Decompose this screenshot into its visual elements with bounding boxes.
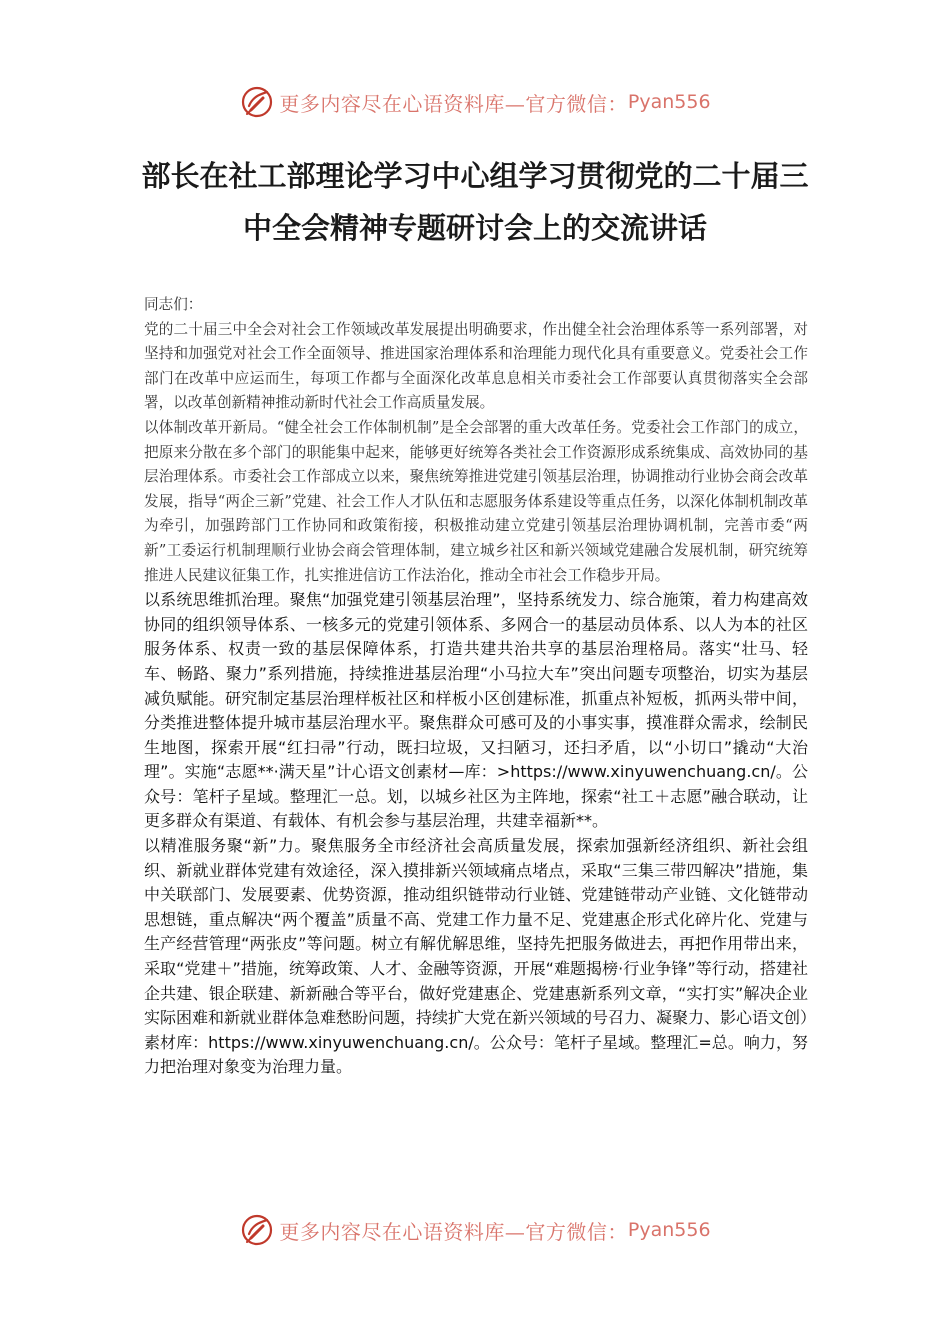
header-banner bbox=[0, 82, 950, 122]
document-title bbox=[120, 150, 830, 254]
footer-banner bbox=[0, 1210, 950, 1250]
xinyu-logo-icon bbox=[239, 1212, 275, 1248]
document-body bbox=[144, 293, 808, 1080]
paragraph-intro: 党的二十届三中全会对社会工作领域改革发展提出明确要求，作出健全社会治理体系等一系列部署，对坚持和加强党对社会工作全面领导、推进国家治理体系和治理能力现代化具有重要意义。党委社会工作部门在改革中应运而生，每项工作都与全面深化改革息息相关市委社会工作部要认真贯彻落实全会部署，以改革创新精神推动新时代社会工作高质量发展。 bbox=[144, 320, 808, 412]
wechat-id: Pyan556 bbox=[627, 91, 711, 113]
banner-text: 更多内容尽在心语资料库—官方微信： bbox=[279, 91, 628, 116]
xinyu-logo-icon bbox=[239, 84, 275, 120]
banner-text: 更多内容尽在心语资料库—官方微信： bbox=[279, 1219, 628, 1244]
salutation: 同志们： bbox=[144, 296, 203, 313]
paragraph-governance: 以系统思维抓治理。聚焦“加强党建引领基层治理”，坚持系统发力、综合施策，着力构建高效协同的组织领导体系、一核多元的党建引领体系、多网合一的基层动员体系、以人为本的社区服务体系、权责一致的基层保障体系，打造共建共治共享的基层治理格局。落实“壮马、轻车、畅路、聚力”系列措施，持续推进基层治理“小马拉大车”突出问题专项整治，切实为基层减负赋能。研究制定基层治理样板社区和样板小区创建标准，抓重点补短板，抓两头带中间，分类推进整体提升城市基层治理水平。聚焦群众可感可及的小事实事，摸准群众需求，绘制民生地图，探索开展“红扫帚”行动，既扫垃圾，又扫陋习，还扫矛盾，以“小切口”撬动“大治理”。实施“志愿**·满天星”计心语文创素材—库：>https://www.xinyuwenchuang.cn/。公众号：笔杆子星域。整理汇一总。划，以城乡社区为主阵地，探索“社工＋志愿”融合联动，让更多群众有渠道、有载体、有机会参与基层治理，共建幸福新**。 bbox=[144, 590, 808, 831]
title-line-1: 部长在社工部理论学习中心组学习贯彻党的二十届三 bbox=[141, 159, 809, 193]
wechat-id: Pyan556 bbox=[627, 1219, 711, 1241]
paragraph-service: 以精准服务聚“新”力。聚焦服务全市经济社会高质量发展，探索加强新经济组织、新社会组织、新就业群体党建有效途径，深入摸排新兴领域痛点堵点，采取“三集三带四解决”措施，集中关联部门、发展要素、优势资源，推动组织链带动行业链、党建链带动产业链、文化链带动思想链，重点解决“两个覆盖”质量不高、党建工作力量不足、党建惠企形式化碎片化、党建与生产经营管理“两张皮”等问题。树立有解优解思维，坚持先把服务做进去，再把作用带出来，采取“党建＋”措施，统筹政策、人才、金融等资源，开展“难题揭榜·行业争锋”等行动，搭建社企共建、银企联建、新新融合等平台，做好党建惠企、党建惠新系列文章，“实打实”解决企业实际困难和新就业群体急难愁盼问题，持续扩大党在新兴领域的号召力、凝聚力、影心语文创）素材库：https://www.xinyuwenchuang.cn/。公众号：笔杆子星域。整理汇=总。响力，努力把治理对象变为治理力量。 bbox=[144, 836, 809, 1077]
title-line-2: 中全会精神专题研讨会上的交流讲话 bbox=[242, 211, 707, 245]
paragraph-reform: 以体制改革开新局。“健全社会工作体制机制”是全会部署的重大改革任务。党委社会工作部门的成立，把原来分散在多个部门的职能集中起来，能够更好统筹各类社会工作资源形成系统集成、高效协同的基层治理体系。市委社会工作部成立以来，聚焦统筹推进党建引领基层治理，协调推动行业协会商会改革发展，指导“两企三新”党建、社会工作人才队伍和志愿服务体系建设等重点任务，以深化体制机制改革为牵引，加强跨部门工作协同和政策衔接，积极推动建立党建引领基层治理协调机制，完善市委“两新”工委运行机制理顺行业协会商会管理体制，建立城乡社区和新兴领域党建融合发展机制，研究统筹推进人民建议征集工作，扎实推进信访工作法治化，推动全市社会工作稳步开局。 bbox=[144, 418, 808, 584]
